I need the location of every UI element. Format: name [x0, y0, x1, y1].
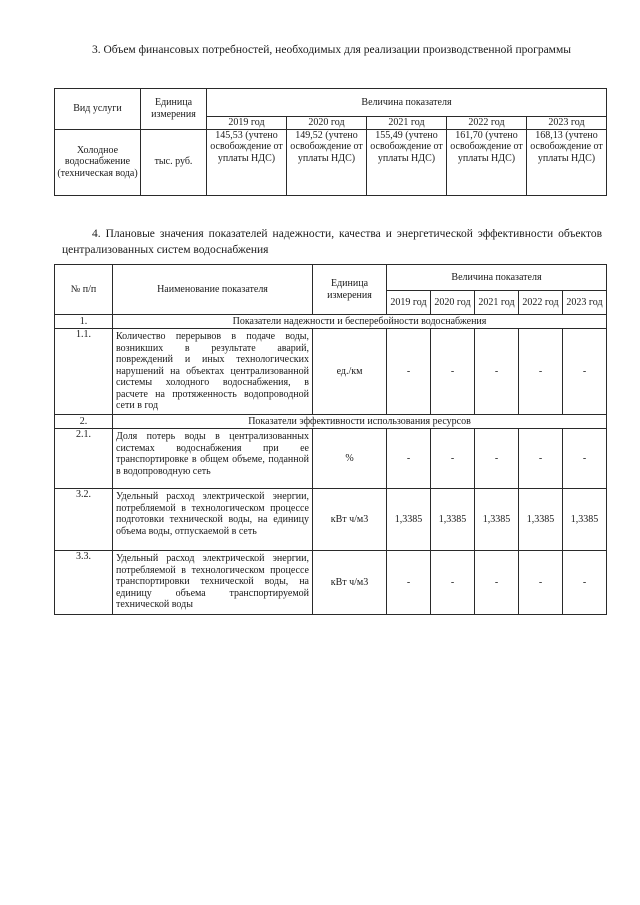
header-unit: Единица измерения	[141, 89, 207, 130]
value-cell: 1,3385	[387, 489, 431, 551]
value-cell: 161,70 (учтено освобождение от уплаты НДС)	[447, 129, 527, 195]
value-cell: -	[387, 551, 431, 615]
row-num: 3.3.	[55, 551, 113, 615]
value-cell: 1,3385	[431, 489, 475, 551]
value-cell: -	[431, 329, 475, 415]
unit-cell: %	[313, 429, 387, 489]
indicator-name: Удельный расход электрической энергии, потребляемой в технологическом процессе транспортировки технической воды, на единицу объема транспортируемой технической воды	[113, 551, 313, 615]
group-title: Показатели эффективности использования ресурсов	[113, 415, 607, 429]
row-num: 3.2.	[55, 489, 113, 551]
value-cell: -	[431, 551, 475, 615]
value-cell: -	[563, 329, 607, 415]
value-cell: -	[475, 329, 519, 415]
indicator-name: Количество перерывов в подаче воды, возникших в результате аварий, повреждений и иных технологических нарушений на объектах централизованной системы холодного водоснабжения, в расчете на протяженность водопроводной сети в год	[113, 329, 313, 415]
value-cell: -	[431, 429, 475, 489]
unit-cell: ед./км	[313, 329, 387, 415]
unit-cell: кВт ч/м3	[313, 489, 387, 551]
value-cell: 1,3385	[475, 489, 519, 551]
value-cell: 155,49 (учтено освобождение от уплаты НДС)	[367, 129, 447, 195]
section-4-heading: 4. Плановые значения показателей надежности, качества и энергетической эффективности объектов централизованных систем водоснабжения	[62, 228, 602, 256]
value-cell: -	[519, 329, 563, 415]
header-unit: Единица измерения	[313, 265, 387, 315]
unit-cell: кВт ч/м3	[313, 551, 387, 615]
header-year: 2022 год	[519, 291, 563, 315]
value-cell: 149,52 (учтено освобождение от уплаты НДС)	[287, 129, 367, 195]
header-year: 2023 год	[527, 117, 607, 130]
header-service: Вид услуги	[55, 89, 141, 130]
value-cell: 168,13 (учтено освобождение от уплаты НДС)	[527, 129, 607, 195]
unit-cell: тыс. руб.	[141, 129, 207, 195]
header-year: 2020 год	[431, 291, 475, 315]
header-year: 2021 год	[475, 291, 519, 315]
row-num: 2.1.	[55, 429, 113, 489]
header-year: 2020 год	[287, 117, 367, 130]
value-cell: 1,3385	[519, 489, 563, 551]
header-year: 2019 год	[207, 117, 287, 130]
group-title: Показатели надежности и бесперебойности водоснабжения	[113, 315, 607, 329]
service-name: Холодное водоснабжение (техническая вода)	[55, 129, 141, 195]
indicators-table	[54, 264, 607, 615]
value-cell: -	[519, 551, 563, 615]
value-cell: -	[563, 551, 607, 615]
financial-needs-table	[54, 88, 607, 196]
value-cell: -	[475, 551, 519, 615]
header-name: Наименование показателя	[113, 265, 313, 315]
value-cell: -	[387, 429, 431, 489]
group-num: 2.	[55, 415, 113, 429]
indicator-name: Удельный расход электрической энергии, потребляемой в технологическом процессе подготовки технической воды, на единицу объема воды, отпускаемой в сеть	[113, 489, 313, 551]
value-cell: -	[519, 429, 563, 489]
value-cell: 145,53 (учтено освобождение от уплаты НДС)	[207, 129, 287, 195]
value-cell: -	[563, 429, 607, 489]
row-num: 1.1.	[55, 329, 113, 415]
header-year: 2021 год	[367, 117, 447, 130]
value-cell: -	[475, 429, 519, 489]
header-year: 2019 год	[387, 291, 431, 315]
value-cell: -	[387, 329, 431, 415]
value-cell: 1,3385	[563, 489, 607, 551]
header-value: Величина показателя	[207, 89, 607, 117]
section-3-heading: 3. Объем финансовых потребностей, необходимых для реализации производственной программы	[92, 44, 571, 56]
header-year: 2022 год	[447, 117, 527, 130]
group-num: 1.	[55, 315, 113, 329]
header-value: Величина показателя	[387, 265, 607, 291]
indicator-name: Доля потерь воды в централизованных системах водоснабжения при ее транспортировке в общем объеме, поданной в водопроводную сеть	[113, 429, 313, 489]
header-num: № п/п	[55, 265, 113, 315]
header-year: 2023 год	[563, 291, 607, 315]
